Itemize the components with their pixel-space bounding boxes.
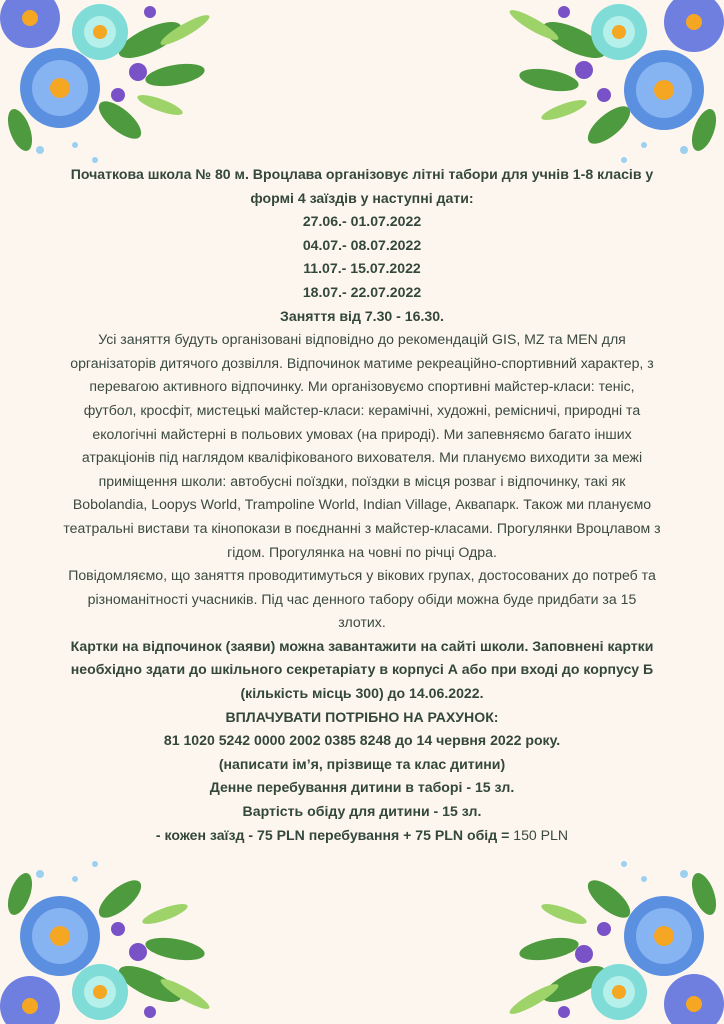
announcement-body bbox=[62, 163, 662, 847]
total-price-value: 150 PLN bbox=[509, 826, 569, 843]
total-price-line bbox=[62, 824, 662, 848]
bank-account-line: 81 1020 5242 0000 2002 0385 8248 до 14 червня 2022 року. bbox=[163, 732, 561, 749]
total-price-label: - кожен заїзд - 75 PLN перебування + 75 PLN обід = bbox=[155, 826, 510, 843]
class-hours: Заняття від 7.30 - 16.30. bbox=[280, 307, 444, 324]
lunch-fee: Вартість обіду для дитини - 15 зл. bbox=[242, 803, 482, 820]
announcement-intro: Початкова школа № 80 м. Вроцлава організовує літні табори для учнів 1-8 класів у формі 4 заїздів у наступні дати: bbox=[70, 166, 654, 206]
daily-fee: Денне перебування дитини в таборі - 15 зл. bbox=[209, 779, 515, 796]
session-date-2: 04.07.- 08.07.2022 bbox=[302, 236, 422, 253]
session-date-4: 18.07.- 22.07.2022 bbox=[302, 283, 422, 300]
floral-corner-bottom-left bbox=[0, 854, 230, 1024]
payment-heading: ВПЛАЧУВАТИ ПОТРІБНО НА РАХУНОК: bbox=[225, 708, 499, 725]
payment-reference-hint: (написати ім’я, прізвище та клас дитини) bbox=[218, 755, 506, 772]
floral-corner-top-right bbox=[494, 0, 724, 170]
activities-paragraph: Усі заняття будуть організовані відповідно до рекомендацій GIS, MZ та MEN для організаторів дитячого дозвілля. Відпочинок матиме рекреаційно-спортивний характер, з перевагою активного відпочинку. Ми організовуємо спортивні майстер-класи: теніс, футбол, кросфіт, мистецькі майстер-класи: керамічні, художні, ремісничі, природні та екологічні майстерні в польових умовах (на природі). Ми запевняємо багато інших атракціонів під наглядом кваліфікованого вихователя. Ми плануємо виходити за межі приміщення школи: автобусні поїздки, поїздки в місця розваг і відпочинку, такі як Bobolandia, Loopys World, Trampoline World, Indian Village, Аквапарк. Також ми плануємо театральні вистави та кінопокази в поєднанні з майстер-класами. Прогулянки Вроцлавом з гідом. Прогулянка на човні по річці Одра. bbox=[63, 331, 661, 560]
groups-paragraph: Повідомляємо, що заняття проводитимуться у вікових групах, достосованих до потреб та різноманітності учасників. Під час денного табору обіди можна буде придбати за 15 злотих. bbox=[68, 567, 656, 631]
floral-corner-top-left bbox=[0, 0, 230, 170]
application-cards-note: Картки на відпочинок (заяви) можна завантажити на сайті школи. Заповнені картки необхідно здати до шкільного секретаріату в корпусі А або при вході до корпусу Б (кількість місць 300) до 14.06.2022. bbox=[70, 637, 654, 702]
floral-corner-bottom-right bbox=[494, 854, 724, 1024]
session-date-3: 11.07.- 15.07.2022 bbox=[303, 260, 421, 277]
session-date-1: 27.06.- 01.07.2022 bbox=[302, 213, 422, 230]
